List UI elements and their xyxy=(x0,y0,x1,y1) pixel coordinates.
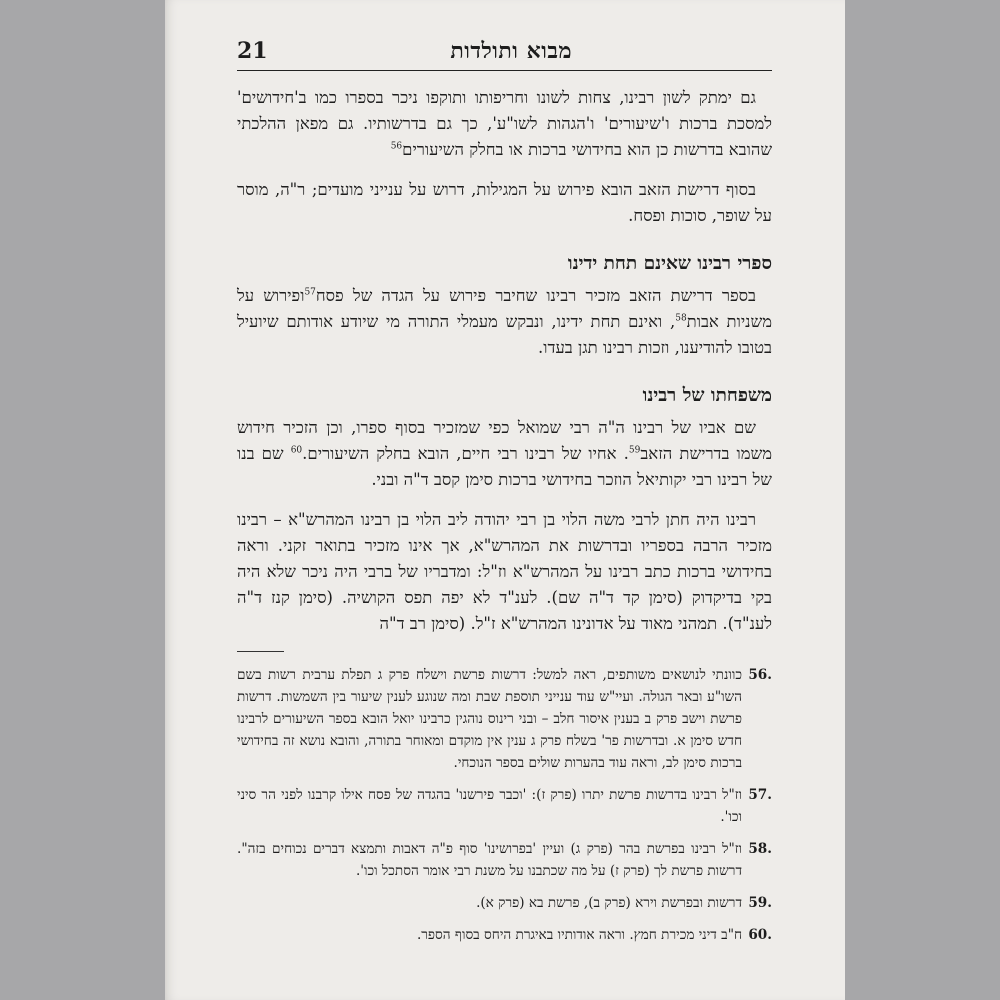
family-paragraph-1 xyxy=(237,415,772,493)
footnote-text: ח"ב דיני מכירת חמץ. וראה אודותיו באיגרת היחס בסוף הספר. xyxy=(416,927,742,943)
footnote-text: כוונתי לנושאים משותפים, ראה למשל: דרשות פרשת וישלח פרק ג תפלת ערבית רשות בשם השו"ע ובאר הגולה. ועיי"ש עוד ענייני תוספת שבת ומה שנוגע לענין שיעור בין השמשות. דרשות פרשת וישב פרק ב בענין איסור חלב – ובני רינוס נוהגין כרבינו יואל הובא בספר השיעורים לרבינו חדש סימן א. ובדרשות פר' בשלח פרק ג ענין אין מוקדם ומאוחר בתורה, והובא נושא זה בחידושי ברכות סימן לב, וראה עוד בהערות שולים בספר הנוכחי. xyxy=(237,667,742,771)
footnote-ref[interactable]: 56 xyxy=(390,141,403,152)
footnote-number: 58. xyxy=(748,841,772,857)
footnote-text: דרשות ובפרשת וירא (פרק ב), פרשת בא (פרק א). xyxy=(476,895,742,911)
footnote-number: 56. xyxy=(748,667,772,683)
lost-books-text-b: ופירוש על משניות אבות xyxy=(237,286,772,331)
section-heading-family: משפחתו של רבינו xyxy=(642,385,772,406)
footnote-59 xyxy=(237,892,772,914)
family-text-b: . אחיו של רבינו רבי חיים, הובא בחלק השיעורים. xyxy=(302,444,629,463)
footnote-ref[interactable]: 59 xyxy=(628,445,641,456)
footnote-number: 59. xyxy=(748,895,772,911)
running-header xyxy=(237,40,772,71)
footnote-ref[interactable]: 60 xyxy=(290,445,303,456)
family-text-a: שם אביו של רבינו ה"ה רבי שמואל כפי שמזכיר בסוף ספרו, וכן הזכיר חידוש משמו בדרישת הזאב xyxy=(237,418,772,463)
lost-books-text-c: , ואינם תחת ידינו, ונבקש מעמלי התורה מי שיודע אודותם שיועיל בטובו להודיענו, וזכות רבינו תגן בעדו. xyxy=(237,312,772,357)
book-page xyxy=(165,0,845,1000)
footnote-divider-line xyxy=(237,651,284,652)
footnote-57 xyxy=(237,784,772,828)
intro-paragraph-1 xyxy=(237,85,772,163)
footnote-60 xyxy=(237,924,772,946)
footnote-ref[interactable]: 57 xyxy=(304,287,316,298)
footnote-ref[interactable]: 58 xyxy=(675,313,687,324)
page-number: 21 xyxy=(237,38,268,64)
page-content xyxy=(237,40,772,956)
section-heading-lost-books: ספרי רבינו שאינם תחת ידינו xyxy=(567,253,772,274)
footnote-56 xyxy=(237,664,772,774)
footnote-divider xyxy=(237,651,772,652)
family-text-c: שם בנו של רבינו רבי יקותיאל הוזכר בחידושי ברכות סימן קסב ד"ה ובני. xyxy=(237,444,772,489)
lost-books-text-a: בספר דרישת הזאב מזכיר רבינו שחיבר פירוש על הגדה של פסח xyxy=(315,286,756,305)
running-title: מבוא ותולדות xyxy=(450,38,572,64)
footnotes xyxy=(237,664,772,946)
footnote-number: 60. xyxy=(748,927,772,943)
intro-paragraph-1-text: גם ימתק לשון רבינו, צחות לשונו וחריפותו ותוקפו ניכר בספרו כמו ב'חידושים' למסכת ברכות ו'שיעורים' ו'הגהות לשו"ע', כך גם בדרשותיו. גם מפאן ההלכתי שהובא בדרשות כן הוא בחידושי ברכות או בחלק השיעורים xyxy=(237,88,772,159)
footnote-number: 57. xyxy=(748,787,772,803)
lost-books-paragraph xyxy=(237,283,772,361)
footnote-text: וז"ל רבינו בפרשת בהר (פרק ג) ועיין 'בפרושינו' סוף פ"ה דאבות ותמצא דברים נכוחים בזה". דרשות פרשת לך (פרק ז) על מה שכתבנו על משנת רבי אומר הסתכל וכו'. xyxy=(237,841,742,879)
footnote-text: וז"ל רבינו בדרשות פרשת יתרו (פרק ז): 'וכבר פירשנו' בהגדה של פסח אילו קרבנו לפני הר סיני וכו'. xyxy=(237,787,742,825)
footnote-58 xyxy=(237,838,772,882)
family-paragraph-2: רבינו היה חתן לרבי משה הלוי בן רבי יהודה ליב הלוי בן רבינו המהרש"א – רבינו מזכיר הרבה בספריו ובדרשות את המהרש"א, אך אינו מזכיר בתואר זקני. וראה בחידושי ברכות כתב רבינו על המהרש"א וז"ל: ומדבריו של ברבי היה ניכר שלא היה בקי בדיקדוק (סימן קד ד"ה שם). לענ"ד לא יפה תפס הקושיה. (סימן קנז ד"ה לענ"ד). תמהני מאוד על אדונינו המהרש"א ז"ל. (סימן רב ד"ה xyxy=(237,510,772,633)
intro-paragraph-2: בסוף דרישת הזאב הובא פירוש על המגילות, דרוש על ענייני מועדים; ר"ה, מוסר על שופר, סוכות ופסח. xyxy=(237,180,772,225)
